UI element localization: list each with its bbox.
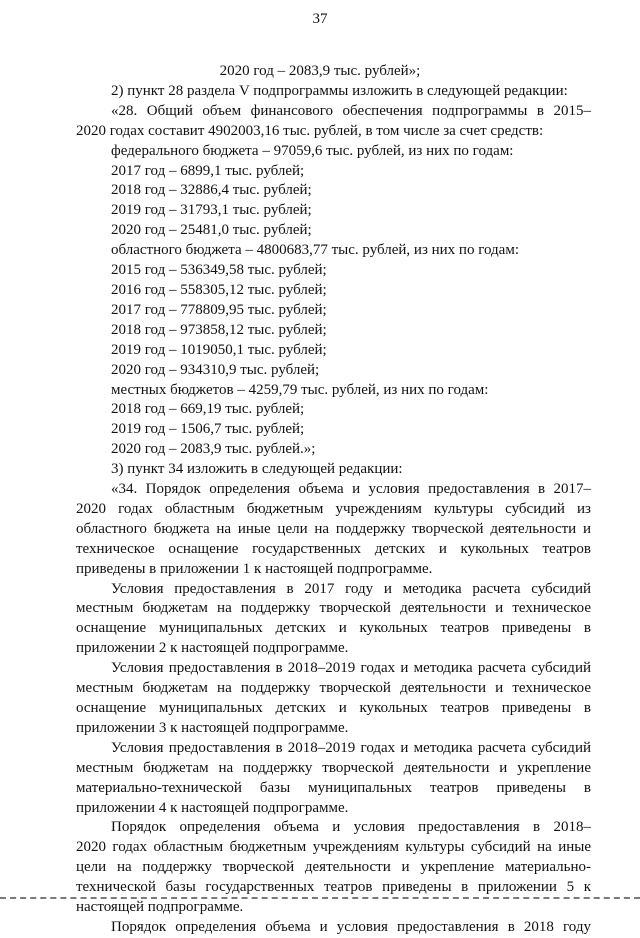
text-line: 2018 год – 669,19 тыс. рублей;: [111, 401, 305, 418]
text-line: 2018 год – 973858,12 тыс. рублей;: [111, 321, 327, 338]
text-line: 2020 год – 25481,0 тыс. рублей;: [111, 222, 312, 239]
text-line: 2020 годах областным бюджетным учреждениям культуры субсидий из: [76, 500, 591, 517]
paragraph: [0, 659, 640, 739]
text-line: 2019 год – 1506,7 тыс. рублей;: [111, 421, 305, 438]
text-line: 2018 год – 32886,4 тыс. рублей;: [111, 182, 312, 199]
document-body: [0, 62, 640, 938]
text-line: оснащение муниципальных детских и кукольных театров приведены в: [76, 700, 591, 716]
paragraph: [0, 580, 640, 660]
text-line: Порядок определения объема и условия предоставления в 2018 году: [111, 918, 591, 935]
text-line: настоящей подпрограмме.: [76, 899, 244, 916]
text-line: Условия предоставления в 2017 году и методика расчета субсидий: [111, 580, 591, 597]
text-line: 2019 год – 31793,1 тыс. рублей;: [111, 202, 312, 219]
text-line: приведены в приложении 1 к настоящей подпрограмме.: [76, 560, 433, 577]
text-line: 2017 год – 778809,95 тыс. рублей;: [111, 301, 327, 318]
text-line: местным бюджетам на поддержку творческой деятельности и техническое: [76, 680, 591, 697]
text-line: 2019 год – 1019050,1 тыс. рублей;: [111, 341, 327, 358]
text-line: местным бюджетам на поддержку творческой деятельности и техническое: [76, 600, 591, 617]
text-line: технической базы государственных театров приведены в приложении 5 к: [76, 879, 591, 896]
paragraph: [0, 480, 640, 580]
paragraph: [0, 818, 640, 918]
paragraph: [0, 918, 640, 938]
text-line: «28. Общий объем финансового обеспечения подпрограммы в 2015–: [111, 102, 591, 119]
text-line: оснащение муниципальных детских и кукольных театров приведены в: [76, 620, 591, 637]
text-line: 2020 годах областным бюджетным учреждениям культуры субсидий на иные: [76, 839, 591, 856]
text-line: цели на поддержку творческой деятельности и укрепление материально-: [76, 859, 591, 876]
text-line: материально-технической базы муниципальных театров приведены в: [76, 779, 591, 796]
text-line: «34. Порядок определения объема и условия предоставления в 2017–: [111, 481, 591, 498]
text-line: областного бюджета – 4800683,77 тыс. рублей, из них по годам:: [111, 242, 520, 259]
text-line: 3) пункт 34 изложить в следующей редакции:: [111, 461, 403, 478]
text-line: 2020 год – 934310,9 тыс. рублей;: [111, 361, 320, 378]
text-line: приложении 2 к настоящей подпрограмме.: [76, 640, 349, 657]
text-line: 2020 год – 2083,9 тыс. рублей»;: [219, 63, 421, 79]
paragraph: [0, 739, 640, 819]
text-line: 2) пункт 28 раздела V подпрограммы изложить в следующей редакции:: [111, 82, 568, 99]
text-line: приложении 3 к настоящей подпрограмме.: [76, 719, 349, 736]
text-line: техническое оснащение государственных детских и кукольных театров: [76, 540, 591, 557]
page-number: 37: [312, 11, 328, 27]
text-line: Условия предоставления в 2018–2019 годах и методика расчета субсидий: [111, 739, 591, 756]
text-line: местных бюджетов – 4259,79 тыс. рублей, из них по годам:: [111, 381, 489, 398]
text-line: Условия предоставления в 2018–2019 годах и методика расчета субсидий: [111, 660, 591, 677]
text-line: 2015 год – 536349,58 тыс. рублей;: [111, 262, 327, 279]
text-line: 2016 год – 558305,12 тыс. рублей;: [111, 281, 327, 298]
text-line: местным бюджетам на поддержку творческой деятельности и укрепление: [76, 759, 591, 776]
text-line: 2020 годах составит 4902003,16 тыс. рублей, в том числе за счет средств:: [76, 122, 544, 139]
text-line: Порядок определения объема и условия предоставления в 2018–: [111, 819, 591, 836]
page-bottom-divider: [0, 897, 640, 899]
text-line: областного бюджета на иные цели на поддержку творческой деятельности и: [76, 520, 591, 537]
text-line: приложении 4 к настоящей подпрограмме.: [76, 799, 349, 816]
text-line: 2020 год – 2083,9 тыс. рублей.»;: [111, 441, 316, 458]
text-line: 2017 год – 6899,1 тыс. рублей;: [111, 162, 305, 179]
text-line: федерального бюджета – 97059,6 тыс. рублей, из них по годам:: [111, 142, 514, 159]
